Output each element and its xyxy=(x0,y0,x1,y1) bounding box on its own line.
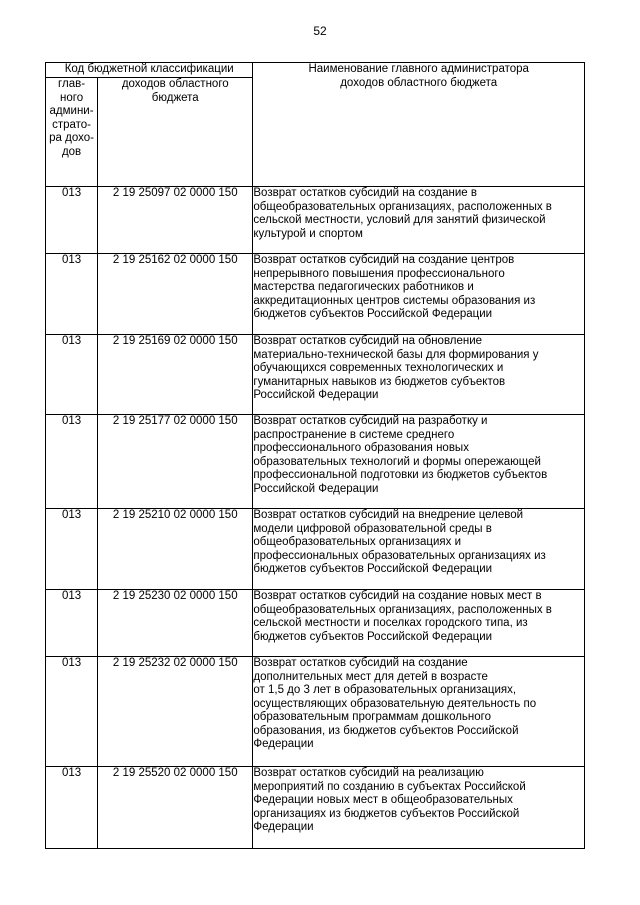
row-income-code: 2 19 25169 02 0000 150 xyxy=(98,335,253,415)
row-income-code: 2 19 25210 02 0000 150 xyxy=(98,509,253,590)
row-admin-code: 013 xyxy=(46,657,98,767)
row-income-name: Возврат остатков субсидий на создание центров непрерывного повышения профессионального мастерства педагогических работников и аккредитационных центров системы образования из бюджетов субъектов Российской Федерации xyxy=(253,254,585,335)
table-row xyxy=(46,590,585,657)
table-row xyxy=(46,767,585,849)
row-income-name: Возврат остатков субсидий на разработку и распространение в системе среднего профессионального образования новых образовательных технологий и формы опережающей профессиональной подготовки из бюджетов субъектов Российской Федерации xyxy=(253,415,585,509)
budget-classification-table xyxy=(45,62,585,849)
row-admin-code: 013 xyxy=(46,335,98,415)
table-row xyxy=(46,254,585,335)
header-administrator-name xyxy=(253,63,585,187)
row-admin-code: 013 xyxy=(46,509,98,590)
row-admin-code: 013 xyxy=(46,187,98,254)
header-regional-income-text: доходов областного бюджета xyxy=(121,78,229,104)
header-chief-administrator xyxy=(46,78,98,187)
row-income-name: Возврат остатков субсидий на создание дополнительных мест для детей в возрасте от 1,5 до 3 лет в образовательных организациях, осуществляющих образовательную деятельность по образовательным программам дошкольного образования, из бюджетов субъектов Российской Федерации xyxy=(253,657,585,767)
row-income-name: Возврат остатков субсидий на внедрение целевой модели цифровой образовательной среды в общеобразовательных организациях и профессиональных образовательных организациях из бюджетов субъектов Российской Федерации xyxy=(253,509,585,590)
header-chief-administrator-text: глав- ного админи- страто- ра дохо- дов xyxy=(49,78,94,158)
table-row xyxy=(46,509,585,590)
row-income-name: Возврат остатков субсидий на обновление материально-технической базы для формирования у обучающихся современных технологических и гуманитарных навыков из бюджетов субъектов Российской Федерации xyxy=(253,335,585,415)
row-admin-code: 013 xyxy=(46,767,98,849)
row-income-name: Возврат остатков субсидий на создание новых мест в общеобразовательных организациях, расположенных в сельской местности и поселках городского типа, из бюджетов субъектов Российской Федерации xyxy=(253,590,585,657)
row-income-name: Возврат остатков субсидий на реализацию мероприятий по созданию в субъектах Российской Федерации новых мест в общеобразовательных организациях из бюджетов субъектов Российской Федерации xyxy=(253,767,585,849)
row-income-code: 2 19 25097 02 0000 150 xyxy=(98,187,253,254)
row-income-code: 2 19 25162 02 0000 150 xyxy=(98,254,253,335)
header-budget-classification-code: Код бюджетной классификации xyxy=(46,63,253,78)
row-income-code: 2 19 25177 02 0000 150 xyxy=(98,415,253,509)
header-regional-income xyxy=(98,78,253,187)
row-admin-code: 013 xyxy=(46,415,98,509)
row-income-code: 2 19 25232 02 0000 150 xyxy=(98,657,253,767)
row-income-name: Возврат остатков субсидий на создание в общеобразовательных организациях, расположенных в сельской местности, условий для занятий физической культурой и спортом xyxy=(253,187,585,254)
row-income-code: 2 19 25520 02 0000 150 xyxy=(98,767,253,849)
header-administrator-name-text: Наименование главного администратора доходов областного бюджета xyxy=(308,63,529,89)
row-admin-code: 013 xyxy=(46,254,98,335)
table-row xyxy=(46,415,585,509)
table-row xyxy=(46,187,585,254)
table-row xyxy=(46,657,585,767)
row-income-code: 2 19 25230 02 0000 150 xyxy=(98,590,253,657)
page-number: 52 xyxy=(313,24,327,38)
table-row xyxy=(46,335,585,415)
row-admin-code: 013 xyxy=(46,590,98,657)
